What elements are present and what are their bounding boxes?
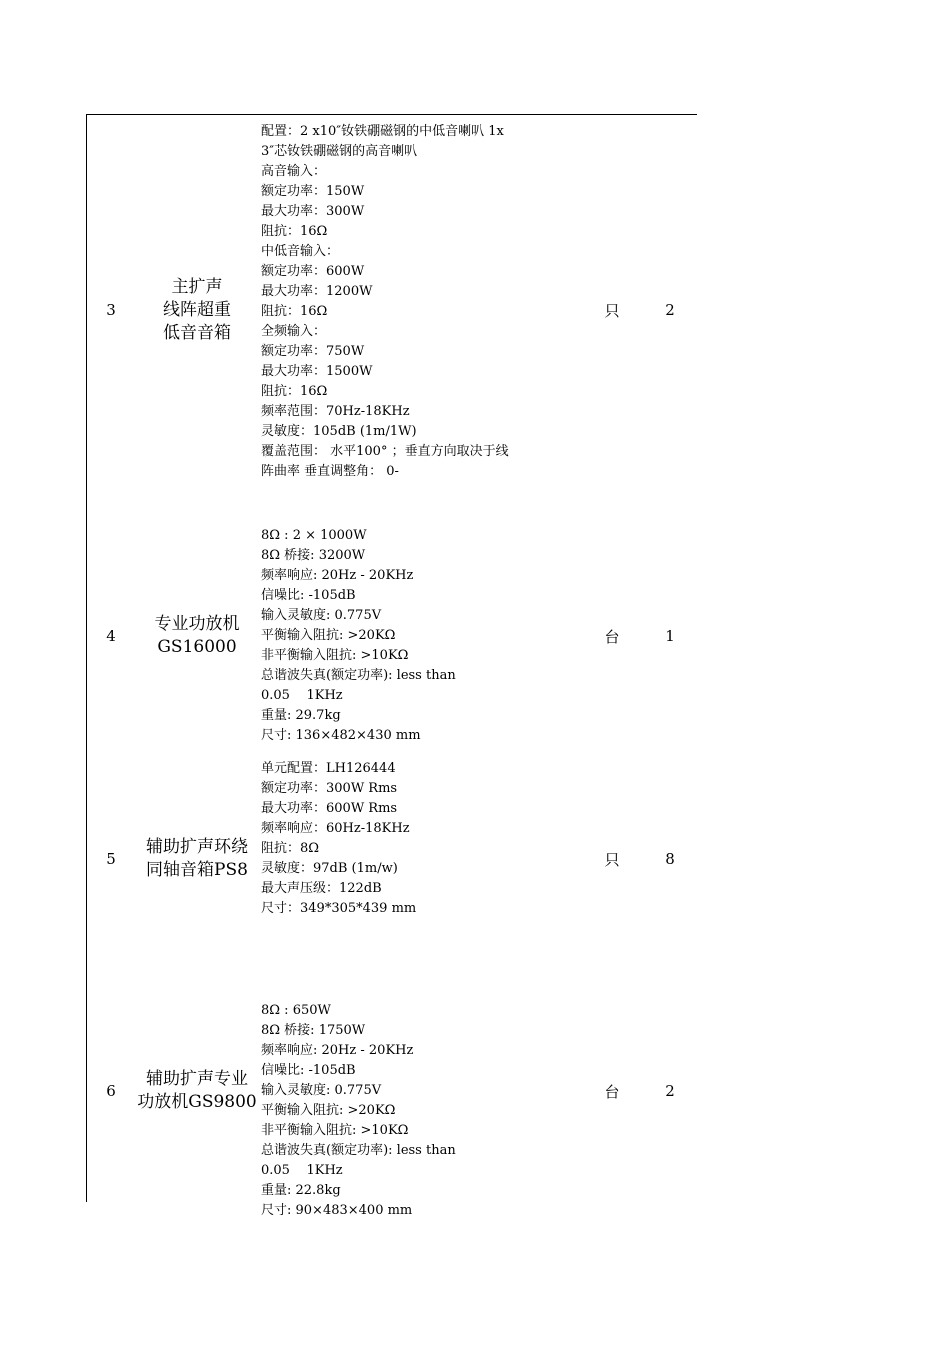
item-name-line: 专业功放机 <box>154 614 240 634</box>
spec-line: 非平衡输入阻抗: >10KΩ <box>261 648 409 663</box>
spec-line: 3″芯钕铁硼磁钢的高音喇叭 <box>261 144 418 159</box>
item-name <box>135 1001 259 1181</box>
spec-line: 尺寸: 90×483×400 mm <box>261 1203 413 1218</box>
spec-line: 额定功率：600W <box>261 264 365 279</box>
spec-line: 重量: 29.7kg <box>261 708 341 723</box>
spec-line: 配置：2 x10″钕铁硼磁钢的中低音喇叭 1x <box>261 124 504 139</box>
item-spec <box>261 526 581 746</box>
item-name <box>135 526 259 746</box>
spec-line: 最大功率：600W Rms <box>261 801 398 816</box>
spec-line: 频率响应: 20Hz - 20KHz <box>261 568 414 583</box>
table-row <box>87 1001 697 1223</box>
item-name-line: 功放机GS9800 <box>137 1092 257 1112</box>
spec-line: 最大功率：1500W <box>261 364 373 379</box>
spec-line: 0.05 1KHz <box>261 688 343 703</box>
spec-line: 输入灵敏度: 0.775V <box>261 608 382 623</box>
spec-line: 阻抗：16Ω <box>261 224 328 239</box>
spec-line: 总谐波失真(额定功率): less than <box>261 1143 456 1158</box>
item-unit: 台 <box>604 627 620 646</box>
item-quantity: 2 <box>665 301 675 319</box>
spec-line: 阻抗：16Ω <box>261 304 328 319</box>
item-unit: 只 <box>604 301 620 320</box>
spec-line: 平衡输入阻抗: >20KΩ <box>261 628 396 643</box>
spec-line: 频率响应：60Hz-18KHz <box>261 821 410 836</box>
spec-line: 最大功率：300W <box>261 204 365 219</box>
item-name <box>135 759 259 959</box>
item-number: 6 <box>106 1082 116 1100</box>
spec-line: 中低音输入： <box>261 244 340 259</box>
item-spec <box>261 122 581 482</box>
item-name-line: 线阵超重 <box>163 299 231 320</box>
spec-line: 信噪比: -105dB <box>261 1063 356 1078</box>
spec-line: 阵曲率 垂直调整角： 0- <box>261 464 399 479</box>
spec-line: 平衡输入阻抗: >20KΩ <box>261 1103 396 1118</box>
spec-line: 0.05 1KHz <box>261 1163 343 1178</box>
item-number: 4 <box>106 627 116 645</box>
spec-line: 非平衡输入阻抗: >10KΩ <box>261 1123 409 1138</box>
spec-line: 8Ω : 2 × 1000W <box>261 528 367 543</box>
item-spec <box>261 1001 581 1221</box>
item-unit: 台 <box>604 1082 620 1101</box>
spec-line: 尺寸：349*305*439 mm <box>261 901 417 916</box>
spec-line: 额定功率：300W Rms <box>261 781 398 796</box>
spec-line: 频率范围：70Hz-18KHz <box>261 404 410 419</box>
spec-line: 尺寸: 136×482×430 mm <box>261 728 421 743</box>
spec-line: 灵敏度：97dB (1m/w) <box>261 861 398 876</box>
item-name-line: 同轴音箱PS8 <box>146 860 248 880</box>
item-number: 3 <box>106 301 116 319</box>
item-name-line: 低音音箱 <box>163 322 231 343</box>
spec-line: 8Ω : 650W <box>261 1003 331 1018</box>
table-row <box>87 526 697 748</box>
spec-line: 阻抗：8Ω <box>261 841 320 856</box>
item-quantity: 8 <box>665 850 675 868</box>
table-row <box>87 122 697 502</box>
spec-line: 阻抗：16Ω <box>261 384 328 399</box>
spec-line: 8Ω 桥接: 1750W <box>261 1023 366 1038</box>
item-unit: 只 <box>604 850 620 869</box>
spec-line: 最大功率：1200W <box>261 284 373 299</box>
item-name-line: 辅助扩声环绕 <box>146 837 248 857</box>
item-name-line: GS16000 <box>157 637 237 657</box>
spec-line: 信噪比: -105dB <box>261 588 356 603</box>
item-quantity: 2 <box>665 1082 675 1100</box>
spec-line: 灵敏度：105dB (1m/1W) <box>261 424 417 439</box>
spec-line: 全频输入： <box>261 324 327 339</box>
spec-line: 8Ω 桥接: 3200W <box>261 548 366 563</box>
item-number: 5 <box>106 850 116 868</box>
spec-line: 覆盖范围： 水平100° ；垂直方向取决于线 <box>261 444 509 459</box>
spec-line: 总谐波失真(额定功率): less than <box>261 668 456 683</box>
spec-line: 单元配置：LH126444 <box>261 761 396 776</box>
item-spec <box>261 759 581 919</box>
spec-line: 最大声压级：122dB <box>261 881 382 896</box>
spec-line: 额定功率：150W <box>261 184 365 199</box>
table-row <box>87 759 697 959</box>
spec-line: 频率响应: 20Hz - 20KHz <box>261 1043 414 1058</box>
spec-line: 重量: 22.8kg <box>261 1183 341 1198</box>
table-top-border <box>86 114 697 115</box>
item-name-line: 主扩声 <box>171 276 223 297</box>
spec-line: 输入灵敏度: 0.775V <box>261 1083 382 1098</box>
item-name <box>135 122 259 498</box>
spec-line: 高音输入： <box>261 164 327 179</box>
item-name-line: 辅助扩声专业 <box>146 1069 248 1089</box>
spec-line: 额定功率：750W <box>261 344 365 359</box>
item-quantity: 1 <box>665 627 675 645</box>
